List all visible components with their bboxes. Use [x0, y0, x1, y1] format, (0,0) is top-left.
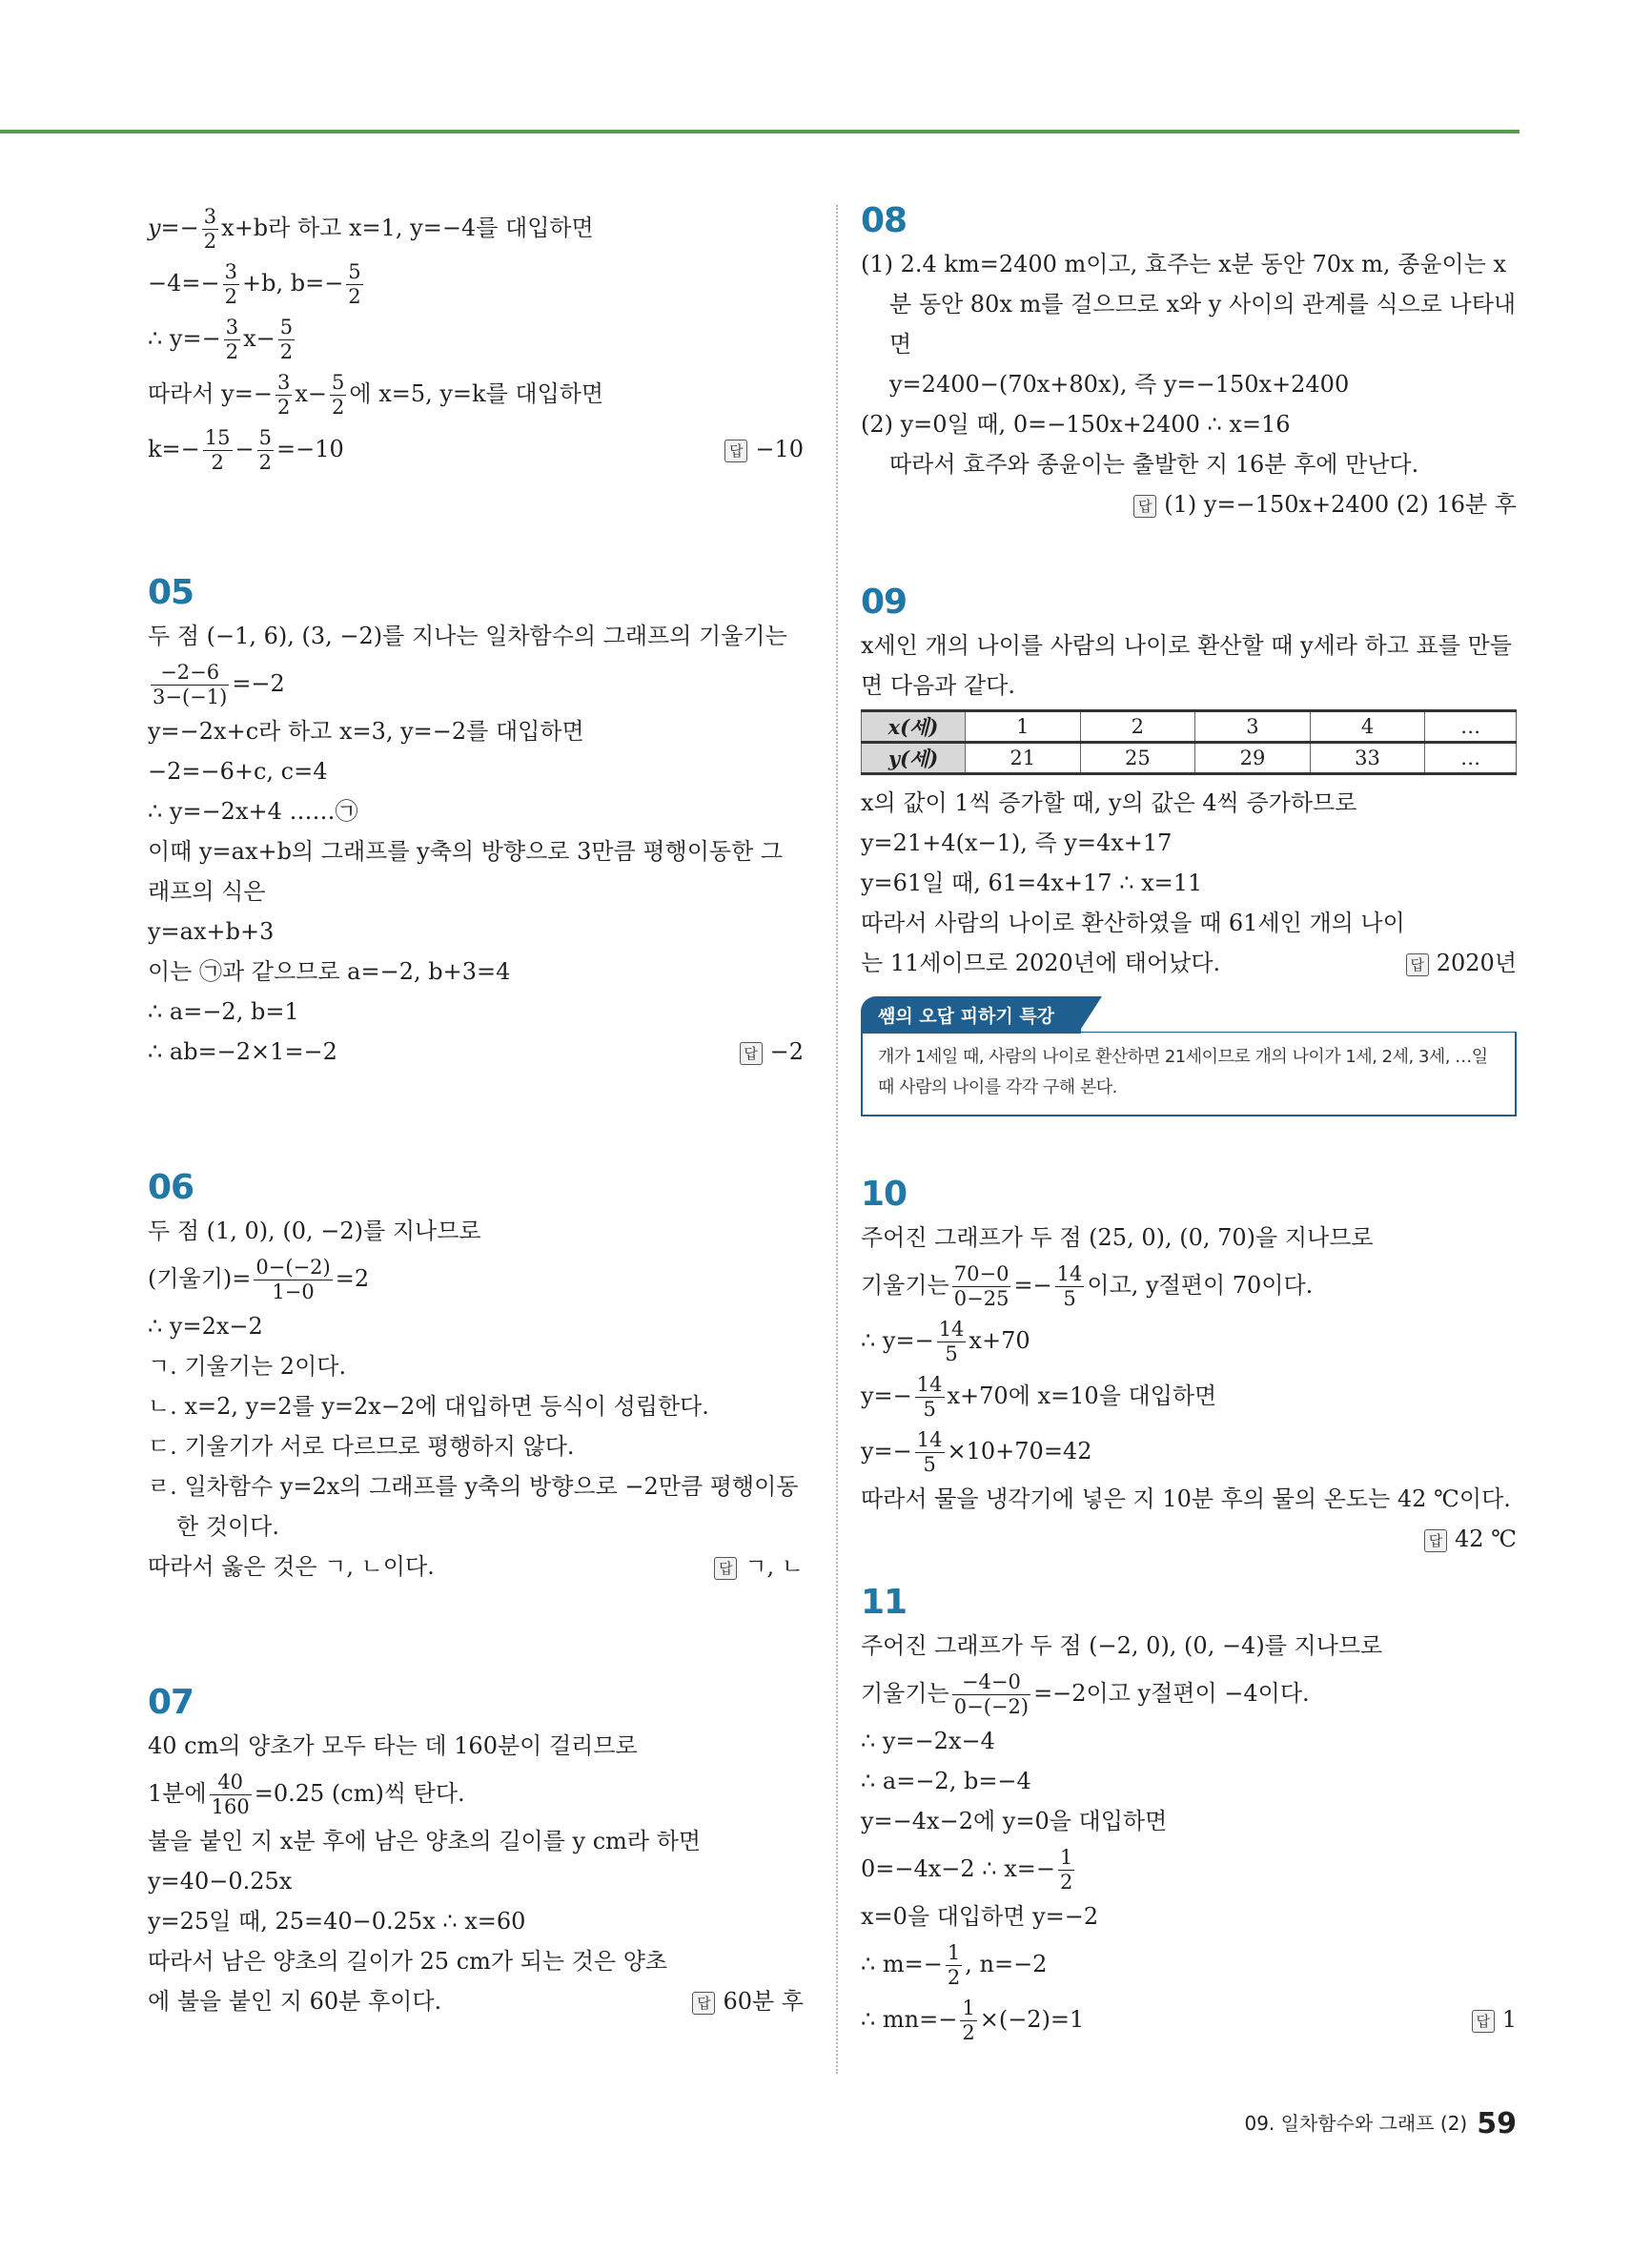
table-cell: 29 — [1195, 743, 1311, 774]
fraction: $\frac{1}{2}$ — [962, 1997, 975, 2044]
fraction: $\frac{1}{2}$ — [1059, 1846, 1073, 1894]
line: y=−2x+c라 하고 x=3, y=−2를 대입하면 — [148, 718, 584, 745]
line: ∴ y=−2x−4 — [861, 1728, 995, 1754]
answer-icon: 답 — [692, 1992, 715, 2015]
line: (2) y=0일 때, 0=−150x+2400 ∴ x=16 — [861, 411, 1291, 438]
line: 이는 ㉠과 같으므로 a=−2, b+3=4 — [148, 958, 511, 985]
tip-title: 쌤의 오답 피하기 특강 — [861, 996, 1081, 1034]
column-divider — [836, 205, 838, 2074]
line: ∴ a=−2, b=1 — [148, 998, 299, 1025]
answer-icon: 답 — [1133, 495, 1156, 518]
line: 기울기는 $\frac{70-0}{0-25}$ =− $\frac{14}{5}$ 이고, y절편이 70이다. — [861, 1262, 1314, 1310]
tip-box: 개가 1세일 때, 사람의 나이로 환산하면 21세이므로 개의 나이가 1세, 2세, 3세, …일 때 사람의 나이를 각각 구해 본다. — [861, 1032, 1517, 1116]
line: 주어진 그래프가 두 점 (25, 0), (0, 70)을 지나므로 — [861, 1224, 1374, 1251]
line: ∴ y=− $\frac{14}{5}$ x+70 — [861, 1318, 1030, 1365]
line: 따라서 사람의 나이로 환산하였을 때 61세인 개의 나이는 11세이므로 2020년에 태어났다. 답 2020년 — [861, 903, 1517, 983]
problem-number: 08 — [861, 201, 908, 240]
answer: 답 −2 — [740, 1032, 804, 1072]
line: y=ax+b+3 — [148, 918, 275, 945]
line: (1) 2.4 km=2400 m이고, 효주는 x분 동안 70x m, 종윤이는 x분 동안 80x m를 걸으므로 x와 y 사이의 관계를 식으로 나타내면 — [861, 251, 1517, 358]
line: y=2400−(70x+80x), 즉 y=−150x+2400 — [889, 371, 1350, 398]
line: 두 점 (−1, 6), (3, −2)를 지나는 일차함수의 그래프의 기울기는 — [148, 623, 787, 649]
fraction: $\frac{14}{5}$ — [1056, 1262, 1083, 1310]
line: ∴ mn=− $\frac{1}{2}$ ×(−2)=1 답 1 — [861, 1992, 1517, 2047]
line: x=0을 대입하면 y=−2 — [861, 1903, 1099, 1930]
left-column — [148, 200, 804, 2021]
answer-icon: 답 — [1424, 1529, 1447, 1552]
line: k=− $\frac{15}{2}$ − $\frac{5}{2}$ =−10 답 −10 — [148, 421, 804, 477]
fraction: $\frac{5}{2}$ — [348, 260, 361, 308]
answer: 답 1 — [1472, 1992, 1517, 2047]
table-row — [862, 711, 1517, 743]
table-cell: 33 — [1310, 743, 1425, 774]
solution-09 — [861, 582, 1517, 1116]
answer-icon: 답 — [1406, 953, 1429, 976]
line: 따라서 물을 냉각기에 넣은 지 10분 후의 물의 온도는 42 ℃이다. — [861, 1485, 1511, 1512]
line: y=− $\frac{3}{2}$ x+b라 하고 x=1, y=−4를 대입하면 — [148, 205, 594, 253]
table-cell: 21 — [966, 743, 1081, 774]
line: y=−4x−2에 y=0을 대입하면 — [861, 1808, 1168, 1834]
fraction: $\frac{14}{5}$ — [916, 1373, 943, 1421]
line: ∴ ab=−2×1=−2 답 −2 — [148, 1032, 804, 1072]
page-footer — [1244, 2107, 1517, 2140]
line: y=61일 때, 61=4x+17 ∴ x=11 — [861, 870, 1203, 896]
solution-06 — [148, 1167, 804, 1587]
fraction: $\frac{5}{2}$ — [279, 316, 294, 363]
line: 따라서 y=− $\frac{3}{2}$ x− $\frac{5}{2}$ 에 x=5, y=k를 대입하면 — [148, 371, 604, 419]
fraction: $\frac{3}{2}$ — [203, 205, 217, 253]
line: y=− $\frac{14}{5}$ x+70에 x=10을 대입하면 — [861, 1373, 1217, 1421]
line: y=21+4(x−1), 즉 y=4x+17 — [861, 830, 1173, 856]
line: y=40−0.25x — [148, 1868, 293, 1895]
answer: 답 42 ℃ — [861, 1519, 1517, 1559]
answer-icon: 답 — [724, 440, 747, 462]
solution-04-continued — [148, 200, 804, 477]
problem-number: 06 — [148, 1168, 194, 1207]
age-table — [861, 709, 1517, 775]
line: ∴ a=−2, b=−4 — [861, 1768, 1031, 1794]
line: 1분에 $\frac{40}{160}$ =0.25 (cm)씩 탄다. — [148, 1771, 465, 1818]
line: 이때 y=ax+b의 그래프를 y축의 방향으로 3만큼 평행이동한 그래프의 식은 — [148, 838, 784, 905]
line: ∴ y=− $\frac{3}{2}$ x− $\frac{5}{2}$ — [148, 316, 294, 363]
line: ∴ y=2x−2 — [148, 1313, 263, 1340]
line: 0=−4x−2 ∴ x=− $\frac{1}{2}$ — [861, 1846, 1073, 1894]
line: x의 값이 1씩 증가할 때, y의 값은 4씩 증가하므로 — [861, 789, 1357, 816]
fraction: $\frac{0-(-2)}{1-0}$ — [255, 1256, 331, 1303]
fraction: $\frac{-2-6}{3-(-1)}$ — [153, 661, 228, 708]
line: x세인 개의 나이를 사람의 나이로 환산할 때 y세라 하고 표를 만들면 다음과 같다. — [861, 632, 1512, 699]
fraction: $\frac{70-0}{0-25}$ — [953, 1262, 1010, 1310]
line: y=− $\frac{14}{5}$ ×10+70=42 — [861, 1428, 1092, 1476]
problem-number: 05 — [148, 573, 194, 612]
table-cell: 1 — [966, 711, 1081, 743]
fraction: $\frac{5}{2}$ — [332, 371, 345, 419]
solution-08 — [861, 200, 1517, 524]
table-cell: 2 — [1080, 711, 1195, 743]
line: 두 점 (1, 0), (0, −2)를 지나므로 — [148, 1218, 481, 1244]
line: 주어진 그래프가 두 점 (−2, 0), (0, −4)를 지나므로 — [861, 1632, 1383, 1659]
line: 불을 붙인 지 x분 후에 남은 양초의 길이를 y cm라 하면 — [148, 1828, 702, 1854]
solution-05 — [148, 572, 804, 1072]
line: y=25일 때, 25=40−0.25x ∴ x=60 — [148, 1908, 526, 1935]
fraction: $\frac{15}{2}$ — [204, 426, 231, 474]
line: −4=− $\frac{3}{2}$ +b, b=− $\frac{5}{2}$ — [148, 260, 361, 308]
top-rule — [0, 130, 1519, 133]
line: 40 cm의 양초가 모두 타는 데 160분이 걸리므로 — [148, 1732, 638, 1759]
line: 따라서 남은 양초의 길이가 25 cm가 되는 것은 양초에 불을 붙인 지 60분 후이다. 답 60분 후 — [148, 1941, 804, 2021]
chapter-title: 09. 일차함수와 그래프 (2) — [1244, 2112, 1468, 2135]
right-column — [861, 200, 1517, 2047]
table-header: y(세) — [862, 743, 966, 774]
line: ㄷ. 기울기가 서로 다르므로 평행하지 않다. — [148, 1433, 575, 1460]
fraction: $\frac{-4-0}{0-(-2)}$ — [953, 1670, 1030, 1718]
answer: 답 −10 — [724, 421, 804, 477]
fraction: $\frac{3}{2}$ — [224, 260, 237, 308]
line: ∴ m=− $\frac{1}{2}$ , n=−2 — [861, 1941, 1048, 1989]
answer: 답 ㄱ, ㄴ — [714, 1546, 804, 1587]
line: ㄱ. 기울기는 2이다. — [148, 1353, 347, 1380]
problem-number: 11 — [861, 1583, 908, 1622]
fraction: $\frac{3}{2}$ — [276, 371, 291, 419]
table-row — [862, 743, 1517, 774]
problem-number: 09 — [861, 583, 908, 622]
table-header: x(세) — [862, 711, 966, 743]
line: ∴ y=−2x+4 ……㉠ — [148, 798, 358, 825]
table-cell: … — [1425, 711, 1517, 743]
table-cell: 25 — [1080, 743, 1195, 774]
line: ㄴ. x=2, y=2를 y=2x−2에 대입하면 등식이 성립한다. — [148, 1393, 709, 1420]
line: $\frac{-2-6}{3-(-1)}$ =−2 — [153, 661, 285, 708]
line: (기울기)= $\frac{0-(-2)}{1-0}$ =2 — [148, 1256, 370, 1303]
line: ㄹ. 일차함수 y=2x의 그래프를 y축의 방향으로 −2만큼 평행이동한 것이다. — [148, 1473, 799, 1540]
fraction: $\frac{3}{2}$ — [225, 316, 239, 363]
fraction: $\frac{1}{2}$ — [947, 1941, 961, 1989]
answer: 답 2020년 — [1406, 943, 1517, 983]
page-number: 59 — [1477, 2107, 1517, 2140]
table-cell: 3 — [1195, 711, 1311, 743]
solution-07 — [148, 1682, 804, 2021]
fraction: $\frac{14}{5}$ — [916, 1428, 943, 1476]
line: 따라서 효주와 종윤이는 출발한 지 16분 후에 만난다. — [889, 451, 1419, 478]
solution-10 — [861, 1174, 1517, 1559]
table-cell: … — [1425, 743, 1517, 774]
fraction: $\frac{5}{2}$ — [258, 426, 272, 474]
line: 기울기는 $\frac{-4-0}{0-(-2)}$ =−2이고 y절편이 −4이다. — [861, 1670, 1310, 1718]
answer-icon: 답 — [740, 1042, 763, 1065]
problem-number: 10 — [861, 1175, 908, 1214]
table-cell: 4 — [1310, 711, 1425, 743]
line: −2=−6+c, c=4 — [148, 758, 328, 785]
answer-icon: 답 — [1472, 2010, 1495, 2033]
answer: 답 60분 후 — [692, 1981, 804, 2021]
answer-icon: 답 — [714, 1557, 737, 1580]
fraction: $\frac{14}{5}$ — [938, 1318, 965, 1365]
problem-number: 07 — [148, 1683, 194, 1722]
solution-11 — [861, 1582, 1517, 2047]
answer: 답 (1) y=−150x+2400 (2) 16분 후 — [861, 484, 1517, 524]
line: 따라서 옳은 것은 ㄱ, ㄴ이다. 답 ㄱ, ㄴ — [148, 1546, 804, 1587]
fraction: $\frac{40}{160}$ — [211, 1771, 250, 1818]
